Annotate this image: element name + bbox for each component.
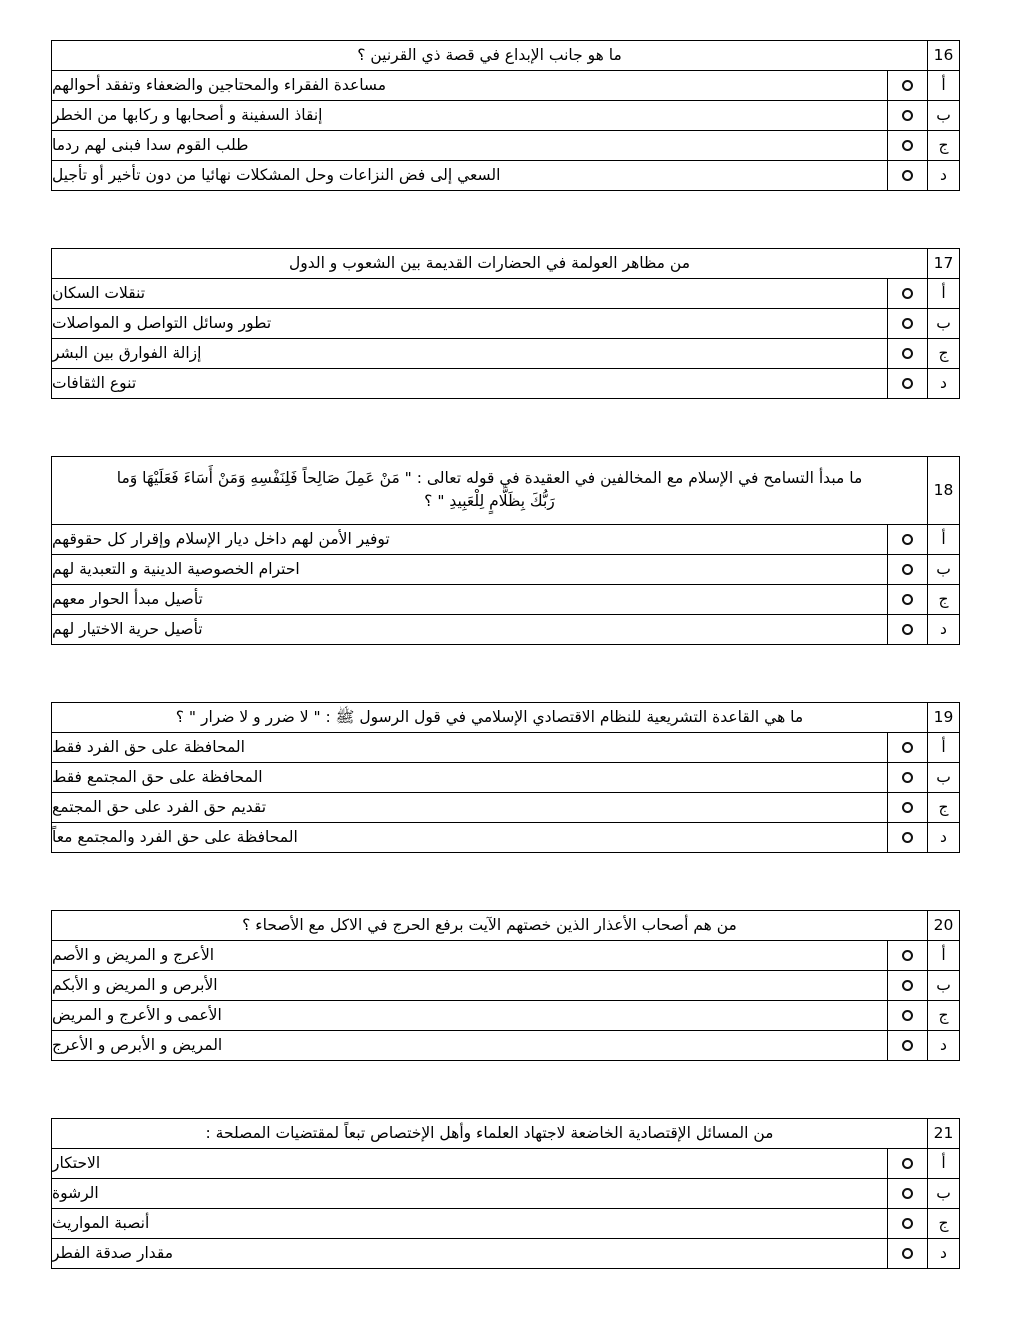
option-radio[interactable] — [888, 1209, 928, 1239]
radio-circle-icon[interactable] — [902, 1218, 913, 1229]
option-text: الأعمى و الأعرج و المريض — [52, 1001, 888, 1031]
option-text: مقدار صدقة الفطر — [52, 1239, 888, 1269]
option-label: ج — [928, 585, 960, 615]
option-label: د — [928, 161, 960, 191]
option-label: د — [928, 615, 960, 645]
option-radio[interactable] — [888, 1179, 928, 1209]
question-number: 16 — [928, 41, 960, 71]
question-table — [51, 456, 960, 645]
option-label: ج — [928, 1001, 960, 1031]
option-text: طلب القوم سدا فبنى لهم ردما — [51, 131, 887, 161]
question-header-row — [51, 457, 959, 525]
option-radio[interactable] — [888, 101, 928, 131]
radio-circle-icon[interactable] — [902, 110, 913, 121]
option-radio[interactable] — [888, 131, 928, 161]
option-row[interactable] — [51, 763, 959, 793]
option-label: د — [928, 1239, 960, 1269]
option-radio[interactable] — [888, 1239, 928, 1269]
option-text: الأبرص و المريض و الأبكم — [52, 971, 888, 1001]
radio-circle-icon[interactable] — [902, 832, 913, 843]
option-row[interactable] — [51, 733, 959, 763]
option-radio[interactable] — [888, 823, 928, 853]
option-label: ج — [928, 339, 960, 369]
option-row[interactable] — [51, 101, 959, 131]
question-table — [51, 248, 960, 399]
question-block — [52, 40, 960, 191]
question-number: 18 — [928, 457, 960, 525]
option-radio[interactable] — [888, 525, 928, 555]
option-text: مساعدة الفقراء والمحتاجين والضعفاء وتفقد أحوالهم — [51, 71, 887, 101]
question-table — [51, 1118, 960, 1269]
option-text: تأصيل حرية الاختيار لهم — [51, 615, 887, 645]
question-number: 17 — [928, 249, 960, 279]
option-radio[interactable] — [888, 763, 928, 793]
option-row[interactable] — [51, 279, 959, 309]
radio-circle-icon[interactable] — [902, 80, 913, 91]
question-number: 21 — [928, 1119, 960, 1149]
option-label: د — [928, 1031, 960, 1061]
option-row[interactable] — [52, 1001, 960, 1031]
question-block — [52, 1118, 960, 1269]
option-label: ب — [928, 971, 960, 1001]
option-text: تأصيل مبدأ الحوار معهم — [51, 585, 887, 615]
option-text: تطور وسائل التواصل و المواصلات — [51, 309, 887, 339]
option-radio[interactable] — [888, 1001, 928, 1031]
radio-circle-icon[interactable] — [902, 378, 913, 389]
option-text: الرشوة — [52, 1179, 888, 1209]
radio-circle-icon[interactable] — [902, 534, 913, 545]
option-radio[interactable] — [888, 161, 928, 191]
question-header-row — [52, 911, 960, 941]
option-radio[interactable] — [888, 615, 928, 645]
option-radio[interactable] — [888, 971, 928, 1001]
option-row[interactable] — [51, 555, 959, 585]
option-radio[interactable] — [888, 555, 928, 585]
question-number: 19 — [928, 703, 960, 733]
option-row[interactable] — [51, 71, 959, 101]
option-label: أ — [928, 71, 960, 101]
option-text: إنقاذ السفينة و أصحابها و ركابها من الخطر — [51, 101, 887, 131]
question-block — [52, 910, 960, 1061]
option-row[interactable] — [52, 1239, 960, 1269]
radio-circle-icon[interactable] — [902, 594, 913, 605]
question-number: 20 — [928, 911, 960, 941]
question-prompt: ما هي القاعدة التشريعية للنظام الاقتصادي الإسلامي في قول الرسول ﷺ : " لا ضرر و لا ضرار " ؟ — [51, 703, 927, 733]
option-text: الاحتكار — [52, 1149, 888, 1179]
option-label: أ — [928, 279, 960, 309]
option-radio[interactable] — [888, 733, 928, 763]
option-text: تقديم حق الفرد على حق المجتمع — [51, 793, 887, 823]
option-radio[interactable] — [888, 309, 928, 339]
option-radio[interactable] — [888, 941, 928, 971]
option-radio[interactable] — [888, 1031, 928, 1061]
radio-circle-icon[interactable] — [902, 318, 913, 329]
option-text: أنصبة المواريث — [52, 1209, 888, 1239]
question-prompt-line1: ما مبدأ التسامح في الإسلام مع المخالفين في العقيدة في قوله تعالى : " مَنْ عَمِلَ صَالِحاً فَلِنَفْسِهِ وَمَنْ أَسَاءَ فَعَلَيْهَا وَما — [116, 468, 863, 487]
option-row[interactable] — [51, 793, 959, 823]
option-row[interactable] — [52, 1209, 960, 1239]
question-header-row — [51, 249, 959, 279]
question-prompt: من هم أصحاب الأعذار الذين خصتهم الآيت برفع الحرج في الاكل مع الأصحاء ؟ — [52, 911, 928, 941]
option-label: ج — [928, 793, 960, 823]
option-radio[interactable] — [888, 71, 928, 101]
radio-circle-icon[interactable] — [902, 288, 913, 299]
option-row[interactable] — [52, 971, 960, 1001]
option-text: توفير الأمن لهم داخل ديار الإسلام وإقرار كل حقوقهم — [51, 525, 887, 555]
question-table — [51, 40, 960, 191]
question-header-row — [52, 1119, 960, 1149]
radio-circle-icon[interactable] — [902, 802, 913, 813]
question-prompt: ما هو جانب الإبداع في قصة ذي القرنين ؟ — [51, 41, 927, 71]
option-text: المحافظة على حق الفرد فقط — [51, 733, 887, 763]
option-text: تنوع الثقافات — [51, 369, 887, 399]
option-row[interactable] — [52, 1149, 960, 1179]
question-prompt: من المسائل الإقتصادية الخاضعة لاجتهاد العلماء وأهل الإختصاص تبعاً لمقتضيات المصلحة : — [52, 1119, 928, 1149]
option-label: ج — [928, 131, 960, 161]
radio-circle-icon[interactable] — [902, 1248, 913, 1259]
radio-circle-icon[interactable] — [902, 950, 913, 961]
radio-circle-icon[interactable] — [902, 624, 913, 635]
option-text: الأعرج و المريض و الأصم — [52, 941, 888, 971]
option-row[interactable] — [51, 309, 959, 339]
option-label: ب — [928, 763, 960, 793]
option-text: إزالة الفوارق بين البشر — [51, 339, 887, 369]
option-radio[interactable] — [888, 369, 928, 399]
question-header-row — [51, 703, 959, 733]
option-row[interactable] — [51, 525, 959, 555]
option-row[interactable] — [51, 369, 959, 399]
option-label: ب — [928, 1179, 960, 1209]
option-label: د — [928, 823, 960, 853]
option-radio[interactable] — [888, 793, 928, 823]
radio-circle-icon[interactable] — [902, 1188, 913, 1199]
option-label: أ — [928, 941, 960, 971]
question-prompt-line2: رَبُّكَ بِظَلَّامٍ لِلْعَبِيدِ " ؟ — [424, 492, 555, 510]
option-text: احترام الخصوصية الدينية و التعبدية لهم — [51, 555, 887, 585]
option-row[interactable] — [51, 339, 959, 369]
question-prompt: من مظاهر العولمة في الحضارات القديمة بين الشعوب و الدول — [51, 249, 927, 279]
question-block — [52, 456, 960, 645]
option-label: د — [928, 369, 960, 399]
option-text: السعي إلى فض النزاعات وحل المشكلات نهائيا من دون تأخير أو تأجيل — [51, 161, 887, 191]
option-row[interactable] — [51, 131, 959, 161]
option-label: ب — [928, 555, 960, 585]
radio-circle-icon[interactable] — [902, 170, 913, 181]
radio-circle-icon[interactable] — [902, 772, 913, 783]
radio-circle-icon[interactable] — [902, 140, 913, 151]
option-label: أ — [928, 525, 960, 555]
option-label: أ — [928, 733, 960, 763]
option-row[interactable] — [51, 161, 959, 191]
option-radio[interactable] — [888, 585, 928, 615]
option-row[interactable] — [52, 1179, 960, 1209]
option-row[interactable] — [51, 585, 959, 615]
question-block — [52, 702, 960, 853]
question-header-row — [51, 41, 959, 71]
question-block — [52, 248, 960, 399]
option-label: ب — [928, 309, 960, 339]
radio-circle-icon[interactable] — [902, 742, 913, 753]
radio-circle-icon[interactable] — [902, 1010, 913, 1021]
question-table — [51, 910, 960, 1061]
question-table — [51, 702, 960, 853]
radio-circle-icon[interactable] — [902, 564, 913, 575]
option-label: أ — [928, 1149, 960, 1179]
option-label: ج — [928, 1209, 960, 1239]
option-text: تنقلات السكان — [51, 279, 887, 309]
option-row[interactable] — [51, 823, 959, 853]
question-prompt — [51, 457, 927, 525]
option-radio[interactable] — [888, 339, 928, 369]
option-label: ب — [928, 101, 960, 131]
option-row[interactable] — [52, 1031, 960, 1061]
radio-circle-icon[interactable] — [902, 1040, 913, 1051]
option-row[interactable] — [51, 615, 959, 645]
option-text: المريض و الأبرص و الأعرج — [52, 1031, 888, 1061]
option-row[interactable] — [52, 941, 960, 971]
option-text: المحافظة على حق المجتمع فقط — [51, 763, 887, 793]
option-text: المحافظة على حق الفرد والمجتمع معاً — [51, 823, 887, 853]
radio-circle-icon[interactable] — [902, 348, 913, 359]
option-radio[interactable] — [888, 279, 928, 309]
radio-circle-icon[interactable] — [902, 1158, 913, 1169]
option-radio[interactable] — [888, 1149, 928, 1179]
radio-circle-icon[interactable] — [902, 980, 913, 991]
